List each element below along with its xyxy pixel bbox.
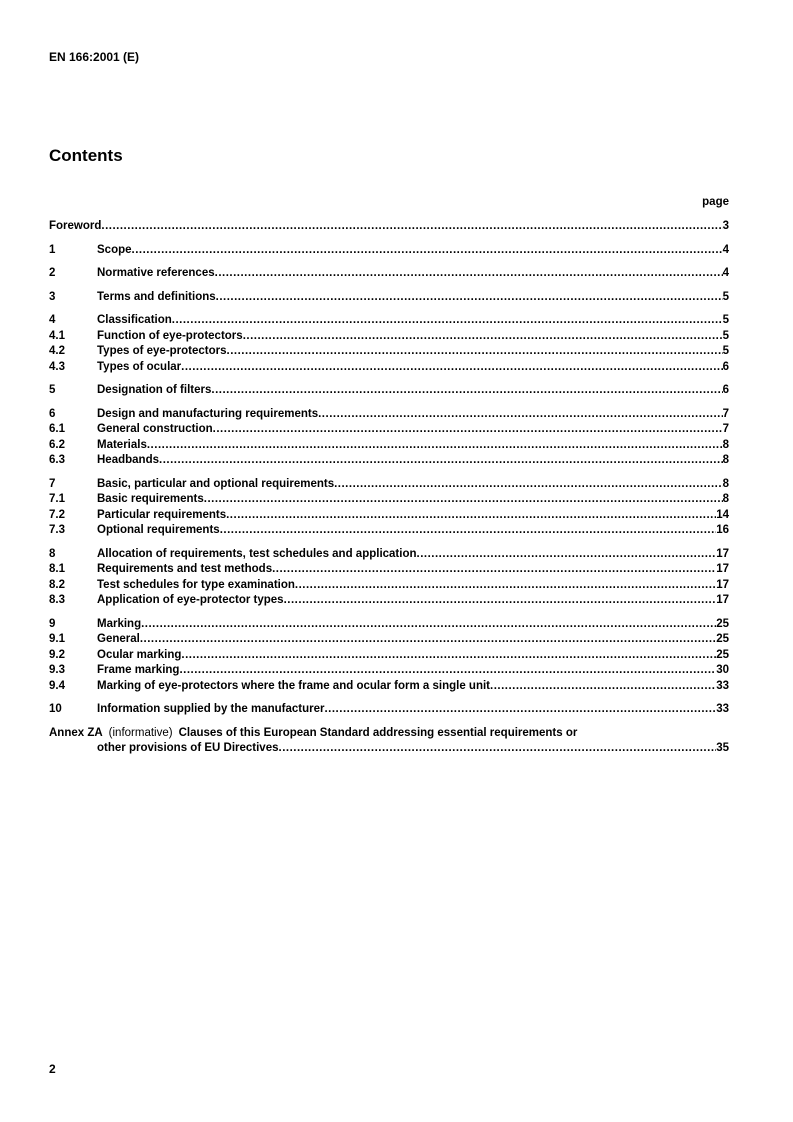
leader-dots <box>220 523 717 539</box>
toc-entry-page: 8 <box>722 438 729 451</box>
toc-entry-title: Types of ocular <box>97 360 182 373</box>
toc-entry-title: Function of eye-protectors <box>97 329 243 342</box>
leader-dots <box>215 266 723 282</box>
toc-entry-title: Test schedules for type examination <box>97 578 295 591</box>
leader-dots <box>179 663 716 679</box>
toc-entry-4-1[interactable] <box>49 329 729 345</box>
leader-dots <box>318 407 722 423</box>
leader-dots <box>204 492 723 508</box>
toc-entry-page: 7 <box>722 423 729 435</box>
toc-group-5 <box>49 383 729 399</box>
toc-entry-3[interactable] <box>49 290 729 306</box>
toc-entry-page: 17 <box>716 563 729 575</box>
page-column-label: page <box>702 196 729 208</box>
toc-group-7 <box>49 477 729 539</box>
toc-entry-title: Basic, particular and optional requirements <box>97 477 335 490</box>
toc-group-2 <box>49 266 729 282</box>
toc-entry-title: Foreword <box>49 220 102 232</box>
toc-entry-page: 14 <box>716 508 729 521</box>
toc-entry-1[interactable] <box>49 243 729 259</box>
toc-entry-title: Particular requirements <box>97 508 227 521</box>
leader-dots <box>226 508 716 524</box>
toc-entry-8-2[interactable] <box>49 578 729 594</box>
toc-entry-number: 10 <box>49 703 62 715</box>
toc-entry-page: 35 <box>716 742 729 754</box>
toc-entry-4-2[interactable] <box>49 344 729 360</box>
toc-entry-title: Normative references <box>97 267 215 279</box>
table-of-contents <box>49 219 729 765</box>
toc-entry-page: 25 <box>716 617 729 630</box>
leader-dots <box>417 547 717 563</box>
toc-entry-title: Types of eye-protectors <box>97 345 227 357</box>
toc-entry-number: 7 <box>49 477 56 490</box>
toc-entry-page: 4 <box>722 243 729 256</box>
toc-entry-title: Application of eye-protector types <box>97 594 284 606</box>
toc-entry-9-4[interactable] <box>49 679 729 695</box>
toc-entry-page: 8 <box>722 493 729 505</box>
leader-dots <box>101 219 722 235</box>
toc-entry-number: 4 <box>49 314 56 326</box>
toc-entry-9-2[interactable] <box>49 648 729 664</box>
toc-entry-page: 17 <box>716 547 729 560</box>
toc-entry-number: 4.3 <box>49 360 65 373</box>
toc-entry-page: 3 <box>722 220 729 232</box>
toc-group-foreword <box>49 219 729 235</box>
toc-entry-page: 5 <box>722 314 729 326</box>
toc-entry-title: General construction <box>97 423 213 435</box>
leader-dots <box>213 422 723 438</box>
toc-entry-title: Headbands <box>97 454 159 466</box>
toc-entry-4[interactable] <box>49 313 729 329</box>
toc-entry-number: 2 <box>49 267 56 279</box>
toc-entry-title: General <box>97 633 140 645</box>
leader-dots <box>227 344 723 360</box>
toc-group-6 <box>49 407 729 469</box>
toc-entry-8-1[interactable] <box>49 562 729 578</box>
toc-entry-page: 5 <box>722 345 729 357</box>
toc-entry-title: Requirements and test methods <box>97 563 273 575</box>
toc-entry-7[interactable] <box>49 477 729 493</box>
toc-entry-title: Design and manufacturing requirements <box>97 407 319 420</box>
toc-entry-number: 8.1 <box>49 563 65 575</box>
toc-entry-number: 3 <box>49 290 56 303</box>
toc-group-8 <box>49 547 729 609</box>
toc-entry-6[interactable] <box>49 407 729 423</box>
toc-entry-9-3[interactable] <box>49 663 729 679</box>
toc-entry-title: Materials <box>97 438 147 451</box>
toc-entry-page: 8 <box>722 477 729 490</box>
toc-entry-number: 8.3 <box>49 594 65 606</box>
toc-entry-title: Ocular marking <box>97 648 182 661</box>
toc-entry-page: 33 <box>716 703 729 715</box>
document-id: EN 166:2001 (E) <box>49 50 140 64</box>
toc-entry-number: 9.3 <box>49 664 65 676</box>
toc-entry-annex-za[interactable] <box>49 726 729 742</box>
toc-entry-page: 25 <box>716 648 729 661</box>
toc-entry-annex-za-cont[interactable] <box>49 741 729 757</box>
toc-entry-page: 7 <box>722 407 729 420</box>
contents-heading: Contents <box>49 146 123 165</box>
leader-dots <box>334 477 723 493</box>
toc-entry-6-3[interactable] <box>49 453 729 469</box>
toc-entry-9-1[interactable] <box>49 632 729 648</box>
leader-dots <box>141 617 716 633</box>
leader-dots <box>490 679 716 695</box>
toc-entry-number: 7.1 <box>49 493 65 505</box>
annex-label: Annex ZA <box>49 726 103 739</box>
toc-entry-number: 7.2 <box>49 508 65 521</box>
page-number: 2 <box>49 1062 56 1076</box>
leader-dots <box>159 453 723 469</box>
toc-entry-title: Terms and definitions <box>97 290 216 303</box>
toc-entry-title: Scope <box>97 243 132 256</box>
toc-entry-page: 17 <box>716 578 729 591</box>
toc-entry-number: 9.2 <box>49 648 65 661</box>
toc-group-1 <box>49 243 729 259</box>
toc-entry-number: 9.4 <box>49 679 65 692</box>
toc-entry-number: 6.3 <box>49 454 65 466</box>
toc-entry-6-2[interactable] <box>49 438 729 454</box>
toc-entry-page: 16 <box>716 524 729 536</box>
leader-dots <box>216 290 723 306</box>
toc-entry-page: 25 <box>716 633 729 645</box>
toc-entry-page: 5 <box>722 329 729 342</box>
leader-dots <box>243 329 723 345</box>
toc-entry-8-3[interactable] <box>49 593 729 609</box>
leader-dots <box>172 313 723 329</box>
toc-entry-page: 33 <box>716 679 729 692</box>
toc-entry-page: 4 <box>722 267 729 279</box>
toc-entry-foreword[interactable] <box>49 219 729 235</box>
toc-entry-number: 8 <box>49 547 56 560</box>
toc-entry-page: 5 <box>722 290 729 303</box>
toc-group-3 <box>49 290 729 306</box>
leader-dots <box>211 383 722 399</box>
toc-entry-page: 30 <box>716 664 729 676</box>
toc-entry-number: 7.3 <box>49 524 65 536</box>
toc-entry-number: 8.2 <box>49 578 65 591</box>
leader-dots <box>181 360 722 376</box>
toc-entry-title: Allocation of requirements, test schedules and application <box>97 547 417 560</box>
toc-group-9 <box>49 617 729 695</box>
toc-entry-7-2[interactable] <box>49 508 729 524</box>
toc-group-annex <box>49 726 729 757</box>
annex-informative: (informative) <box>108 726 173 739</box>
leader-dots <box>324 702 716 718</box>
toc-entry-title: Marking <box>97 617 142 630</box>
toc-entry-title: Optional requirements <box>97 524 220 536</box>
toc-entry-number: 6 <box>49 407 56 420</box>
toc-entry-number: 6.2 <box>49 438 65 451</box>
leader-dots <box>181 648 716 664</box>
leader-dots <box>147 438 723 454</box>
toc-entry-6-1[interactable] <box>49 422 729 438</box>
leader-dots <box>132 243 723 259</box>
toc-entry-4-3[interactable] <box>49 360 729 376</box>
annex-title-line1: Clauses of this European Standard addressing essential requirements or <box>178 726 578 739</box>
leader-dots <box>284 593 717 609</box>
toc-entry-number: 6.1 <box>49 423 65 435</box>
toc-entry-title: Information supplied by the manufacturer <box>97 703 325 715</box>
leader-dots <box>140 632 716 648</box>
toc-entry-page: 8 <box>722 454 729 466</box>
toc-entry-number: 4.2 <box>49 345 65 357</box>
toc-group-4 <box>49 313 729 375</box>
toc-entry-5[interactable] <box>49 383 729 399</box>
toc-entry-number: 1 <box>49 243 56 256</box>
toc-entry-title: Frame marking <box>97 664 180 676</box>
toc-entry-title: Designation of filters <box>97 384 212 396</box>
toc-entry-page: 6 <box>722 384 729 396</box>
toc-entry-number: 5 <box>49 384 56 396</box>
annex-title-line2: other provisions of EU Directives <box>97 742 279 754</box>
toc-entry-number: 4.1 <box>49 329 65 342</box>
toc-group-10 <box>49 702 729 718</box>
toc-entry-number: 9.1 <box>49 633 65 645</box>
leader-dots <box>279 741 717 757</box>
toc-entry-7-3[interactable] <box>49 523 729 539</box>
toc-entry-number: 9 <box>49 617 56 630</box>
toc-entry-title: Basic requirements <box>97 493 204 505</box>
toc-entry-page: 6 <box>722 360 729 373</box>
toc-entry-9[interactable] <box>49 617 729 633</box>
leader-dots <box>272 562 716 578</box>
toc-entry-title: Classification <box>97 314 172 326</box>
toc-entry-8[interactable] <box>49 547 729 563</box>
toc-entry-title: Marking of eye-protectors where the frame and ocular form a single unit <box>97 679 490 692</box>
toc-entry-page: 17 <box>716 594 729 606</box>
toc-entry-10[interactable] <box>49 702 729 718</box>
toc-entry-2[interactable] <box>49 266 729 282</box>
leader-dots <box>295 578 716 594</box>
toc-entry-7-1[interactable] <box>49 492 729 508</box>
